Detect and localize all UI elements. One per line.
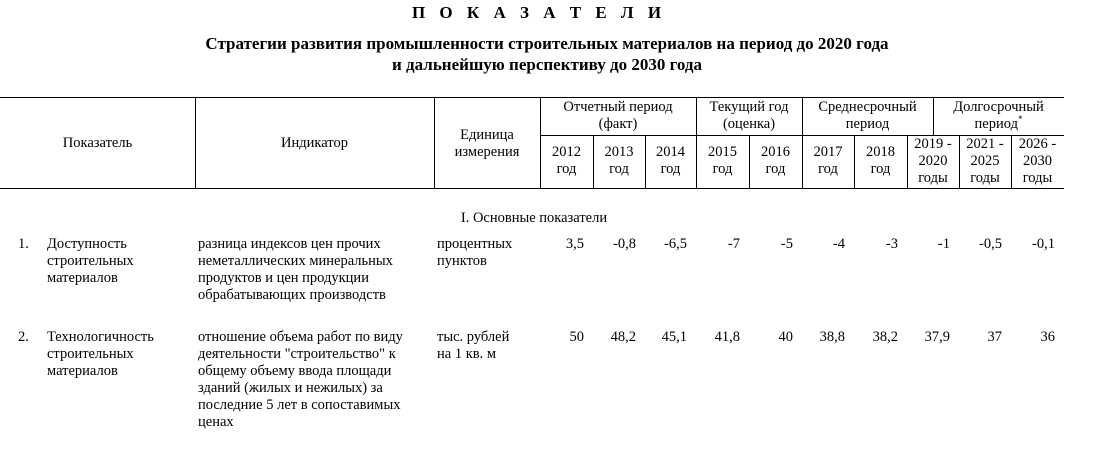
year-header: 2014 год: [656, 144, 685, 177]
year-header: 2017 год: [813, 144, 843, 177]
row-value: -7: [727, 236, 740, 252]
section-title: I. Основные показатели: [460, 210, 608, 226]
row-value: 50: [569, 329, 584, 345]
row-value: 38,8: [819, 329, 845, 345]
header-unit: Единица измерения: [454, 127, 520, 160]
row-value: 41,8: [714, 329, 740, 345]
row-value: -4: [832, 236, 845, 252]
row-value: 48,2: [610, 329, 636, 345]
header-indicator-name: Показатель: [62, 135, 133, 151]
header-bottom-border: [0, 188, 1064, 189]
header-current-year: Текущий год (оценка): [709, 99, 789, 132]
row-value: -3: [885, 236, 898, 252]
row-number: 2.: [18, 329, 29, 345]
row-value: -0,1: [1032, 236, 1055, 252]
row-value: -1: [937, 236, 950, 252]
row-value: 38,2: [872, 329, 898, 345]
row-value: 37: [987, 329, 1002, 345]
row-name: Технологичность строительных материалов: [47, 329, 154, 379]
page-title: П О К А З А Т Е Л И: [411, 3, 667, 22]
subtitle-line-2: и дальнейшую перспективу до 2030 года: [391, 55, 703, 74]
row-value: -5: [780, 236, 793, 252]
year-header: 2021 - 2025 годы: [966, 136, 1004, 186]
row-name: Доступность строительных материалов: [47, 236, 134, 286]
year-header: 2015 год: [708, 144, 737, 177]
header-indicator: Индикатор: [281, 135, 348, 151]
header-top-border: [0, 97, 1064, 98]
row-value: -6,5: [664, 236, 687, 252]
row-unit: тыс. рублей на 1 кв. м: [437, 329, 510, 362]
row-value: -0,5: [979, 236, 1002, 252]
year-header: 2013 год: [604, 144, 634, 177]
row-number: 1.: [18, 236, 29, 252]
header-long-term: Долгосрочный период*: [953, 99, 1044, 132]
header-reporting-period: Отчетный период (факт): [563, 99, 673, 132]
row-value: 40: [778, 329, 793, 345]
year-header: 2026 - 2030 годы: [1018, 136, 1057, 186]
row-value: 37,9: [924, 329, 950, 345]
year-header: 2016 год: [761, 144, 790, 177]
subtitle-line-1: Стратегии развития промышленности строительных материалов на период до 2020 года: [205, 34, 889, 53]
year-header: 2019 - 2020 годы: [914, 136, 952, 186]
row-value: 36: [1040, 329, 1055, 345]
row-value: 45,1: [661, 329, 687, 345]
header-medium-term: Среднесрочный период: [818, 99, 917, 132]
year-header: 2018 год: [866, 144, 895, 177]
row-value: 3,5: [565, 236, 584, 252]
row-unit: процентных пунктов: [437, 236, 513, 269]
row-indicator: отношение объема работ по виду деятельности "строительство" к общему объему ввода площади зданий (жилых и нежилых) за последние 5 лет в сопоставимых ценах: [198, 329, 403, 430]
row-value: -0,8: [613, 236, 636, 252]
year-header: 2012 год: [552, 144, 581, 177]
row-indicator: разница индексов цен прочих неметаллических минеральных продуктов и цен продукции обрабатывающих производств: [198, 236, 393, 303]
